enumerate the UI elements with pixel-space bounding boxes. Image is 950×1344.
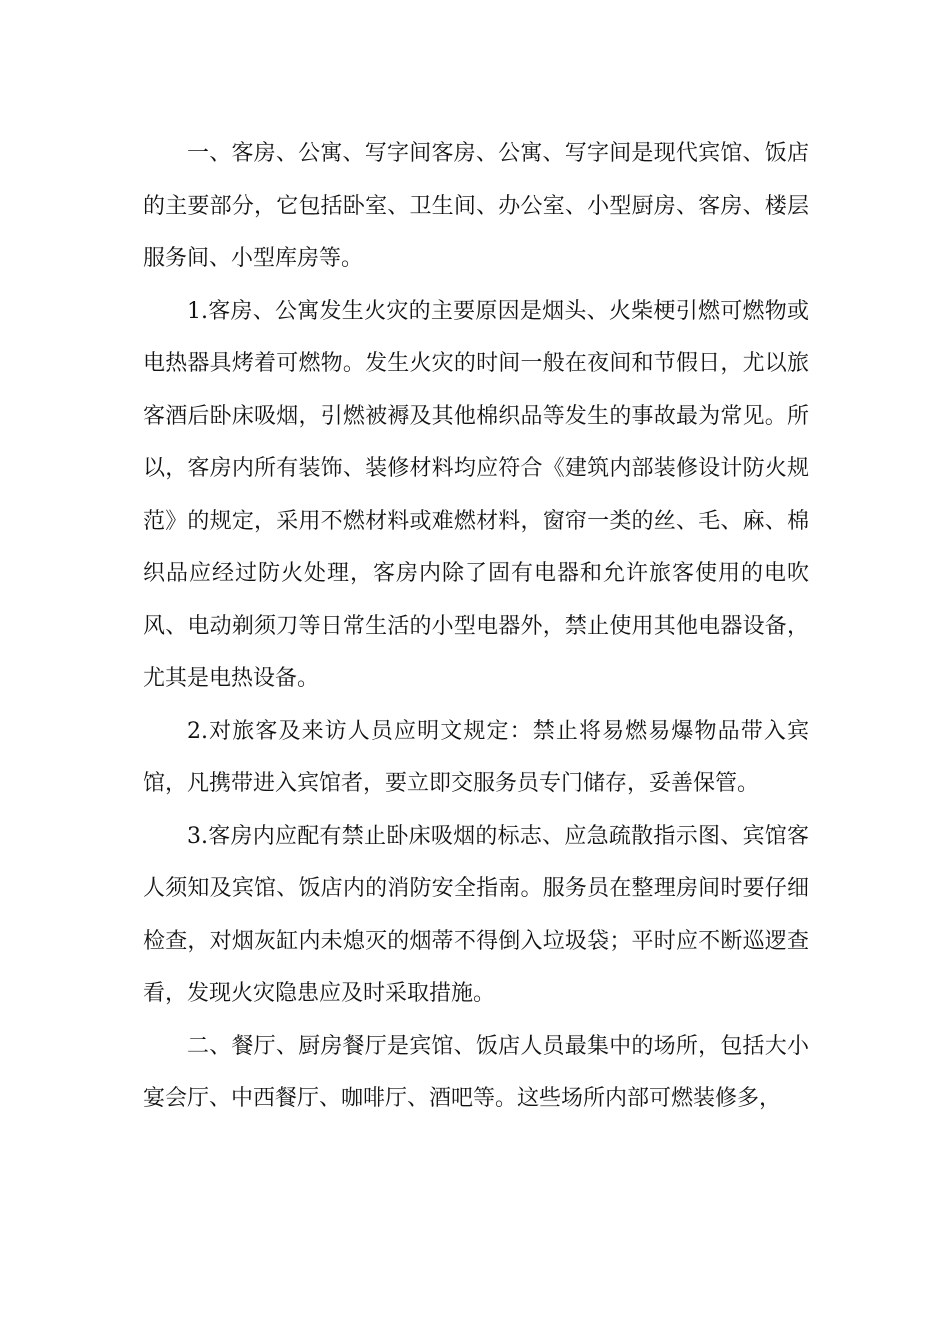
paragraph-dining-kitchen: 二、餐厅、厨房餐厅是宾馆、饭店人员最集中的场所，包括大小宴会厅、中西餐厅、咖啡厅、酒吧等。这些场所内部可燃装修多， xyxy=(143,1033,809,1111)
paragraph-visitor-rules: 2.对旅客及来访人员应明文规定：禁止将易燃易爆物品带入宾馆，凡携带进入宾馆者，要立即交服务员专门储存，妥善保管。 xyxy=(143,718,809,796)
document-body xyxy=(143,128,809,1126)
paragraph-guest-rooms-intro: 一、客房、公寓、写字间客房、公寓、写字间是现代宾馆、饭店的主要部分，它包括卧室、卫生间、办公室、小型厨房、客房、楼层服务间、小型库房等。 xyxy=(143,141,809,271)
paragraph-room-signage: 3.客房内应配有禁止卧床吸烟的标志、应急疏散指示图、宾馆客人须知及宾馆、饭店内的消防安全指南。服务员在整理房间时要仔细检查，对烟灰缸内未熄灭的烟蒂不得倒入垃圾袋；平时应不断巡逻查看，发现火灾隐患应及时采取措施。 xyxy=(143,823,809,1006)
paragraph-fire-causes: 1.客房、公寓发生火灾的主要原因是烟头、火柴梗引燃可燃物或电热器具烤着可燃物。发生火灾的时间一般在夜间和节假日，尤以旅客酒后卧床吸烟，引燃被褥及其他棉织品等发生的事故最为常见。所以，客房内所有装饰、装修材料均应符合《建筑内部装修设计防火规范》的规定，采用不燃材料或难燃材料，窗帘一类的丝、毛、麻、棉织品应经过防火处理，客房内除了固有电器和允许旅客使用的电吹风、电动剃须刀等日常生活的小型电器外，禁止使用其他电器设备，尤其是电热设备。 xyxy=(143,298,809,691)
